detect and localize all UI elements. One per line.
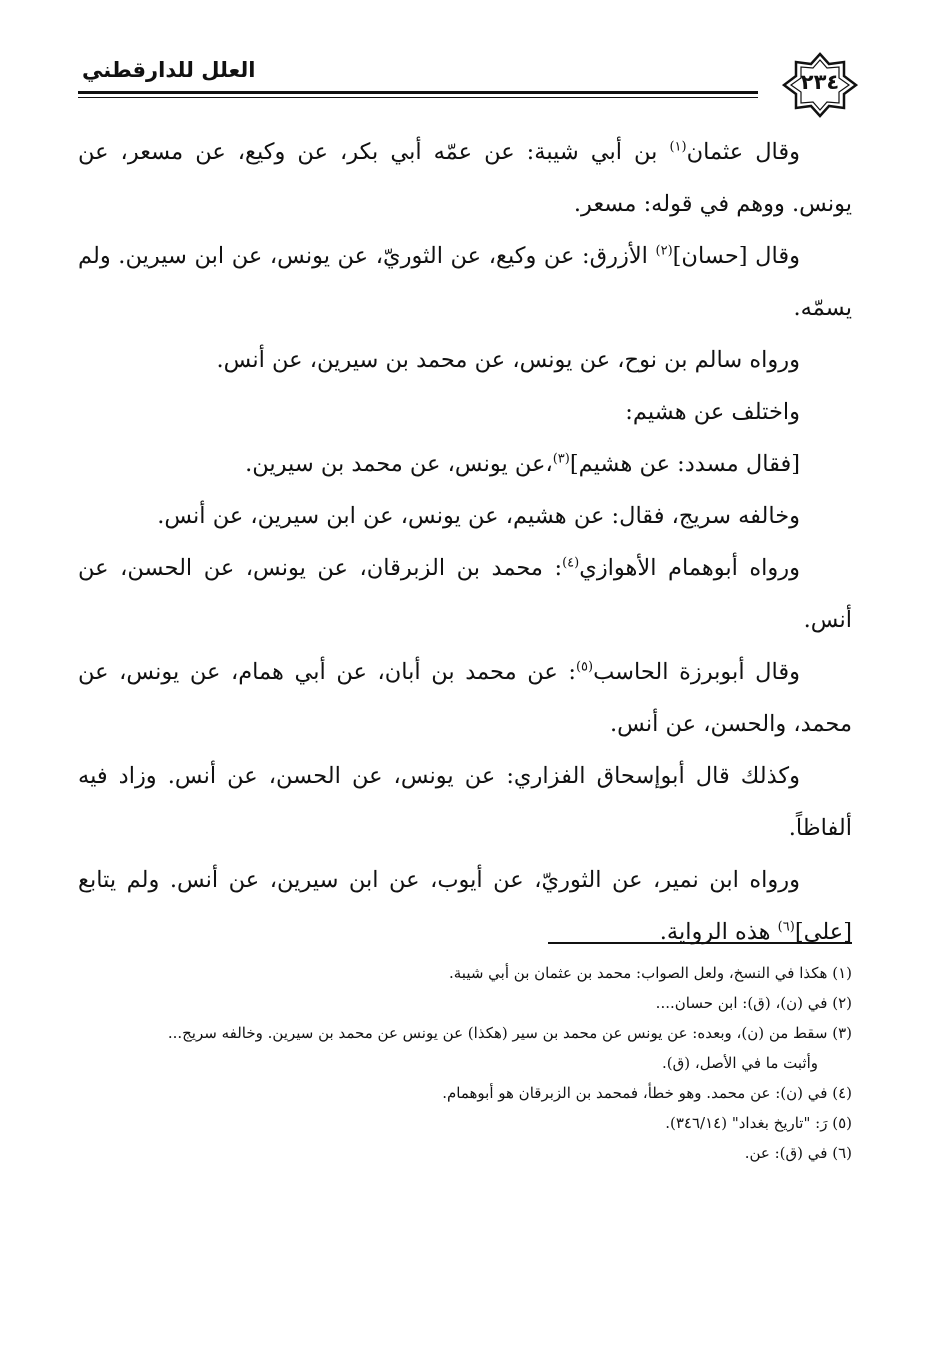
footnote-ref-2[interactable]: (٢)	[655, 243, 673, 259]
footnote-5: (٥) رَ: "تاريخ بغداد" (٣٤٦/١٤).	[665, 1114, 852, 1132]
paragraph-2-text-a: وقال [حسان]	[672, 243, 800, 269]
paragraph-8-text-b: : عن محمد بن أبان، عن أبي همام، عن يونس، عن محمد، والحسن، عن أنس.	[78, 659, 852, 737]
footnote-3-continued: وأثبت ما في الأصل، (ق).	[662, 1054, 818, 1072]
paragraph-1-text-a: وقال عثمان	[686, 139, 801, 165]
header-rule-thick	[78, 91, 758, 94]
footnote-2: (٢) في (ن)، (ق): ابن حسان....	[655, 994, 852, 1012]
footnote-ref-4[interactable]: (٤)	[562, 555, 580, 571]
paragraph-1-text-b: بن أبي شيبة: عن عمّه أبي بكر، عن وكيع، عن مسعر، عن يونس. ووهم في قوله: مسعر.	[78, 139, 852, 217]
page-number-badge	[782, 52, 858, 118]
footnote-ref-3[interactable]: (٣)	[552, 451, 570, 467]
footnote-ref-5[interactable]: (٥)	[575, 659, 594, 675]
page-header	[78, 52, 858, 118]
footnote-ref-1[interactable]: (١)	[669, 139, 687, 155]
footnote-separator	[548, 942, 852, 944]
header-rule-thin	[78, 97, 758, 98]
paragraph-7-text-a: ورواه أبوهمام الأهوازي	[579, 555, 800, 581]
footnote-1: (١) هكذا في النسخ، ولعل الصواب: محمد بن عثمان بن أبي شيبة.	[448, 964, 852, 982]
paragraph-7	[78, 542, 852, 646]
page-number: ٢٣٤	[800, 70, 840, 94]
paragraph-2	[78, 230, 852, 334]
paragraph-10-text-a: ورواه ابن نمير، عن الثوريّ، عن أيوب، عن ابن سيرين، عن أنس. ولم يتابع [على]	[78, 867, 852, 945]
paragraph-5-text-a: [فقال مسدد: عن هشيم]	[569, 451, 800, 477]
paragraph-8-text-a: وقال أبوبرزة الحاسب	[593, 659, 800, 685]
paragraph-6: وخالفه سريج، فقال: عن هشيم، عن يونس، عن ابن سيرين، عن أنس.	[157, 503, 800, 529]
paragraph-10-text-b: هذه الرواية.	[659, 919, 778, 945]
paragraph-5	[78, 438, 852, 490]
running-title: العلل للدارقطني	[82, 58, 256, 82]
paragraph-9: وكذلك قال أبوإسحاق الفزاري: عن يونس، عن الحسن، عن أنس. وزاد فيه ألفاظاً.	[78, 763, 852, 841]
footnote-ref-6[interactable]: (٦)	[777, 919, 795, 935]
footnote-4: (٤) في (ن): عن محمد. وهو خطأ، فمحمد بن الزبرقان هو أبوهمام.	[442, 1084, 852, 1102]
paragraph-2-text-b: الأزرق: عن وكيع، عن الثوريّ، عن يونس، عن ابن سيرين. ولم يسمّه.	[78, 243, 852, 321]
paragraph-5-text-b: ،عن يونس، عن محمد بن سيرين.	[245, 451, 553, 477]
paragraph-3: ورواه سالم بن نوح، عن يونس، عن محمد بن سيرين، عن أنس.	[216, 347, 800, 373]
paragraph-1	[78, 126, 852, 230]
footnotes	[78, 958, 852, 1168]
paragraph-8	[78, 646, 852, 750]
paragraph-4: واختلف عن هشيم:	[625, 399, 800, 425]
footnote-3: (٣) سقط من (ن)، وبعده: عن يونس عن محمد بن سير (هكذا) عن يونس عن محمد بن سيرين. وخالفه سريج...	[167, 1024, 852, 1042]
footnote-6: (٦) في (ق): عن.	[744, 1144, 852, 1162]
main-text	[78, 126, 852, 958]
paragraph-7-text-b: : محمد بن الزبرقان، عن يونس، عن الحسن، عن أنس.	[78, 555, 852, 633]
